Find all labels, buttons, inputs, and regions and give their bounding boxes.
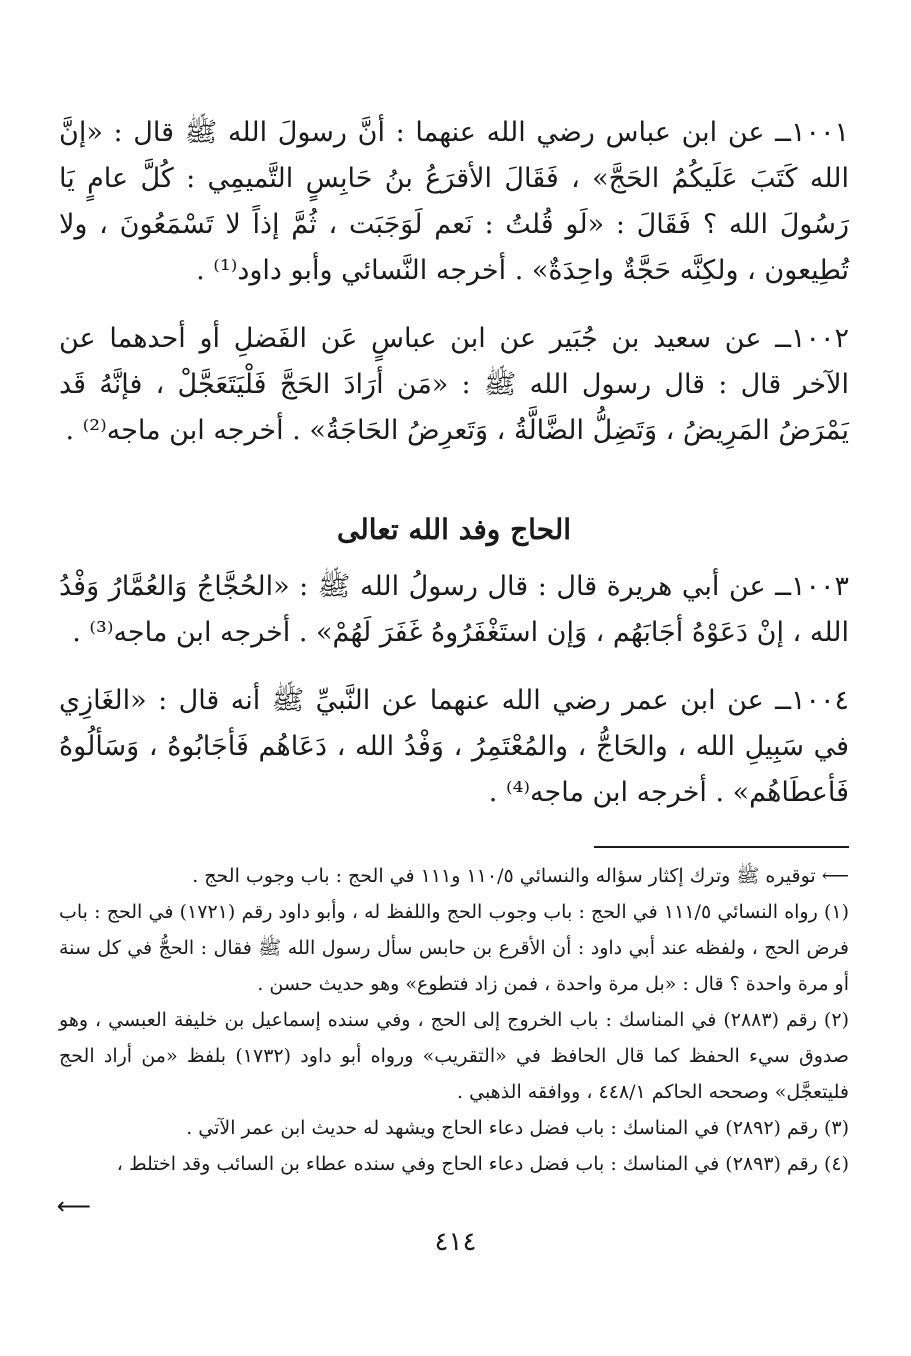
hadith-1002: ١٠٠٢ــ عن سعيد بن جُبَير عن ابن عباسٍ عَن الفَضلِ أو أحدهما عن الآخر قال : قال رسول الله ﷺ : «مَن أرَادَ الحَجَّ فَلْيَتَعَجَّلْ ، فإنَّهُ قَد يَمْرَضُ المَرِيضُ ، وَتَضِلُّ الضَّالَّةُ ، وَتَعرِضُ الحَاجَةُ» . أخرجه ابن ماجه⁽²⁾ . [59,323,849,446]
page-number: ٤١٤ [434,1227,477,1257]
section-heading: الحاج وفد الله تعالى [336,513,572,546]
footnote-1: (١) رواه النسائي ١١١/٥ في الحج : باب وجوب الحج واللفظ له ، وأبو داود رقم (١٧٢١) في الحج : باب فرض الحج ، ولفظه عند أبي داود : أن الأقرع بن حابس سأل رسول الله ﷺ فقال : الحجُّ في كل سنة أو مرة واحدة ؟ قال : «بل مرة واحدة ، فمن زاد فتطوع» وهو حديث حسن . [59,901,850,995]
main-text [59,110,849,838]
footnote-continuation: ⟵ توقيره ﷺ وترك إكثار سؤاله والنسائي ١١٠/٥ و١١١ في الحج : باب وجوب الحج . [192,865,849,887]
hadith-1004: ١٠٠٤ــ عن ابن عمر رضي الله عنهما عن النَّبيِّ ﷺ أنه قال : «الغَازِي في سَبِيلِ الله ، والحَاجُّ ، والمُعْتَمِرُ ، وَفْدُ الله ، دَعَاهُم فَأجَابُوهُ ، وَسَألُوهُ فَأعطَاهُم» . أخرجه ابن ماجه⁽⁴⁾ . [59,685,849,808]
footnote-2: (٢) رقم (٢٨٨٣) في المناسك : باب الخروج إلى الحج ، وفي سنده إسماعيل بن خليفة العبسي ، وهو صدوق سيء الحفظ كما قال الحافظ في «التقريب» ورواه أبو داود (١٧٣٢) بلفظ «من أراد الحج فليتعجَّل» وصححه الحاكم ٤٤٨/١ ، ووافقه الذهبي . [59,1009,849,1103]
footnotes [59,858,849,1182]
arrow-right-icon: ⟵ [815,865,849,887]
continuation-arrow-icon: ⟵ [56,1192,91,1220]
footnote-3: (٣) رقم (٢٨٩٢) في المناسك : باب فضل دعاء الحاج ويشهد له حديث ابن عمر الآتي . [186,1117,849,1139]
hadith-1003: ١٠٠٣ــ عن أبي هريرة قال : قال رسولُ الله ﷺ : «الحُجَّاجُ وَالعُمَّارُ وَفْدُ الله ، إنْ دَعَوْهُ أجَابَهُم ، وَإن استَغْفَرُوهُ غَفَرَ لَهُمْ» . أخرجه ابن ماجه⁽³⁾ . [59,571,849,648]
footnote-divider [594,846,849,848]
hadith-1001: ١٠٠١ــ عن ابن عباس رضي الله عنهما : أنَّ رسولَ الله ﷺ قال : «إنَّ الله كَتَبَ عَلَيكُمُ الحَجَّ» ، فَقَالَ الأقرَعُ بنُ حَابِسٍ التَّميمِي : كُلَّ عامٍ يَا رَسُولَ الله ؟ فَقَالَ : «لَو قُلتُ : نَعم لَوَجَبَت ، ثُمَّ إذاً لا تَسْمَعُونَ ، ولا تُطِيعون ، ولكِنَّه حَجَّةٌ واحِدَةٌ» . أخرجه النَّسائي وأبو داود⁽¹⁾ . [59,117,849,286]
footnote-4: (٤) رقم (٢٨٩٣) في المناسك : باب فضل دعاء الحاج وفي سنده عطاء بن السائب وقد اختلط ، [116,1153,849,1175]
